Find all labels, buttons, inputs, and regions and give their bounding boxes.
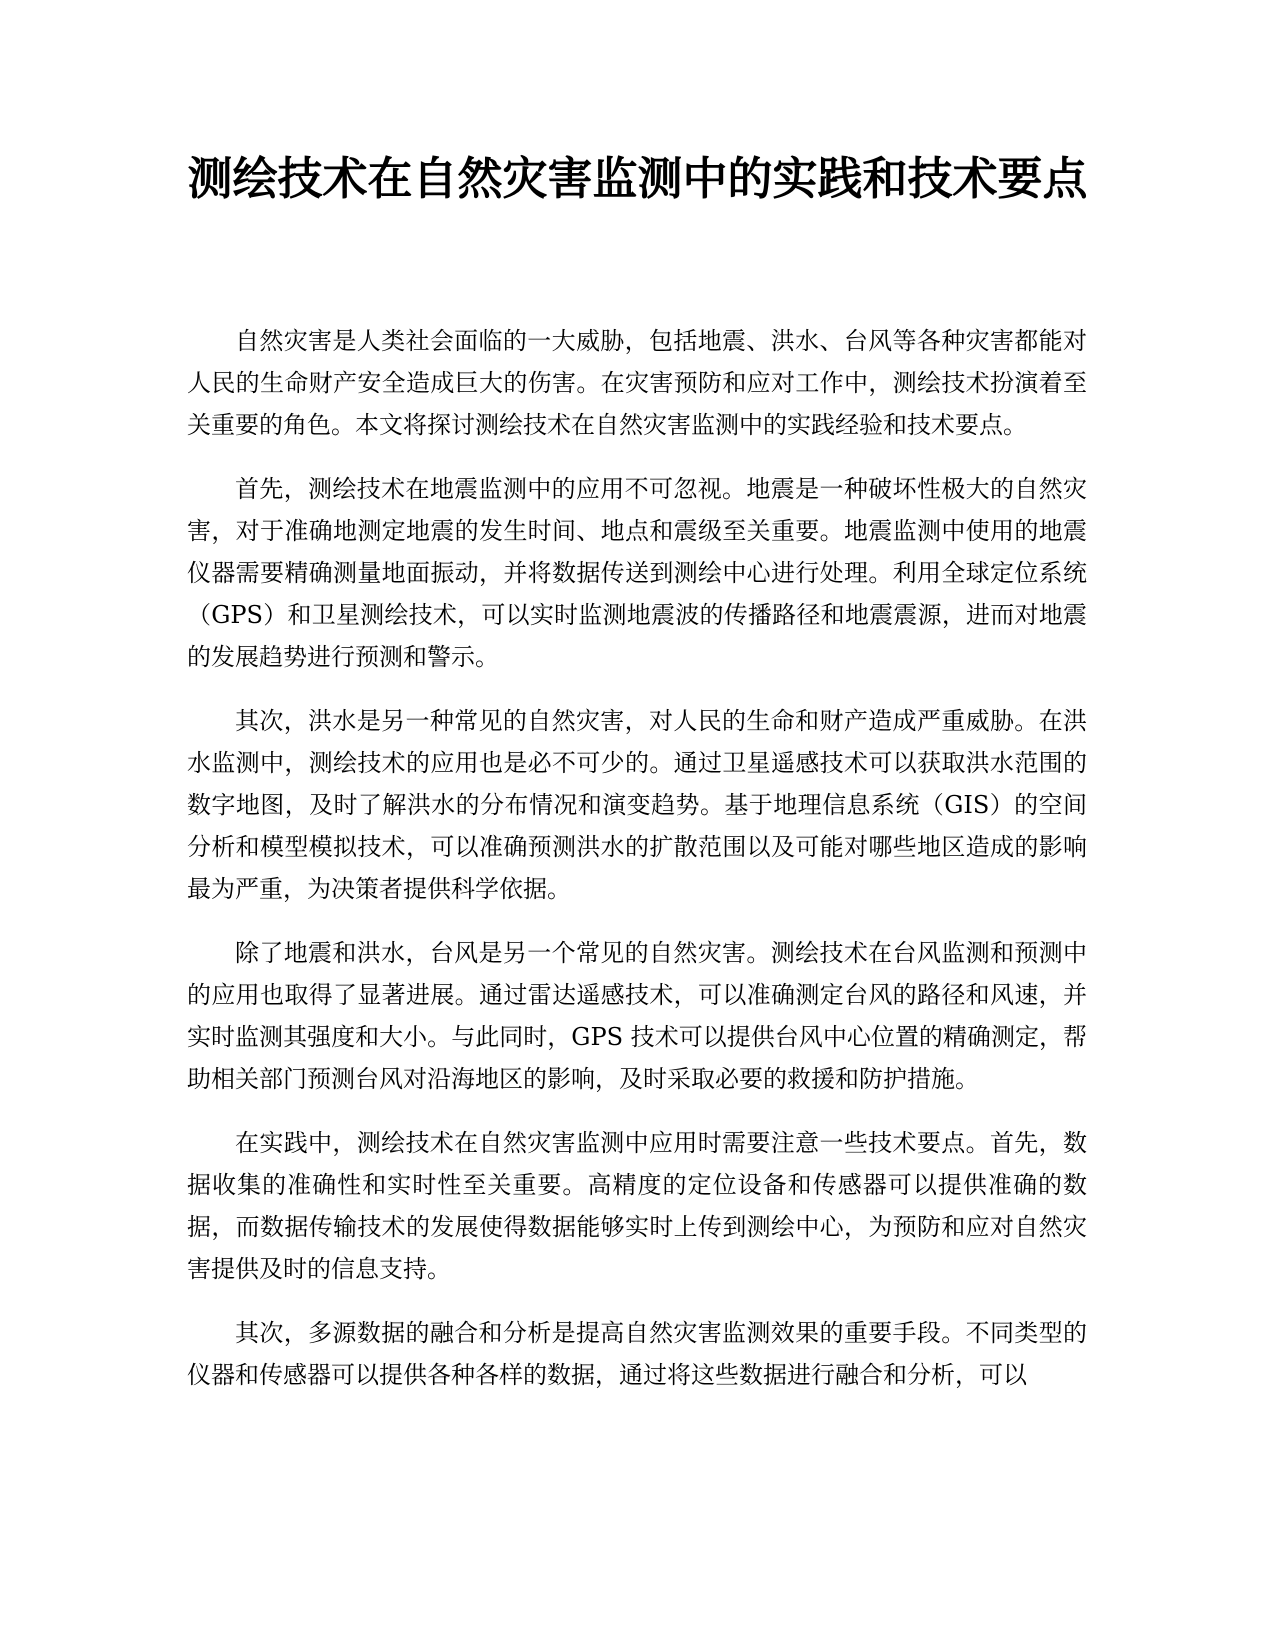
paragraph-earthquake: 首先，测绘技术在地震监测中的应用不可忽视。地震是一种破坏性极大的自然灾害，对于准确地测定地震的发生时间、地点和震级至关重要。地震监测中使用的地震仪器需要精确测量地面振动，并将数据传送到测绘中心进行处理。利用全球定位系统（GPS）和卫星测绘技术，可以实时监测地震波的传播路径和地震震源，进而对地震的发展趋势进行预测和警示。 [187, 475, 1087, 671]
document-body [187, 320, 1087, 1418]
paragraph-practice-points: 在实践中，测绘技术在自然灾害监测中应用时需要注意一些技术要点。首先，数据收集的准确性和实时性至关重要。高精度的定位设备和传感器可以提供准确的数据，而数据传输技术的发展使得数据能够实时上传到测绘中心，为预防和应对自然灾害提供及时的信息支持。 [187, 1129, 1087, 1283]
paragraph-intro: 自然灾害是人类社会面临的一大威胁，包括地震、洪水、台风等各种灾害都能对人民的生命财产安全造成巨大的伤害。在灾害预防和应对工作中，测绘技术扮演着至关重要的角色。本文将探讨测绘技术在自然灾害监测中的实践经验和技术要点。 [187, 327, 1087, 439]
paragraph-data-fusion: 其次，多源数据的融合和分析是提高自然灾害监测效果的重要手段。不同类型的仪器和传感器可以提供各种各样的数据，通过将这些数据进行融合和分析，可以 [187, 1319, 1087, 1389]
document-title: 测绘技术在自然灾害监测中的实践和技术要点 [187, 152, 1088, 205]
paragraph-typhoon: 除了地震和洪水，台风是另一个常见的自然灾害。测绘技术在台风监测和预测中的应用也取得了显著进展。通过雷达遥感技术，可以准确测定台风的路径和风速，并实时监测其强度和大小。与此同时，GPS 技术可以提供台风中心位置的精确测定，帮助相关部门预测台风对沿海地区的影响，及时采取必要的救援和防护措施。 [187, 939, 1087, 1093]
paragraph-flood: 其次，洪水是另一种常见的自然灾害，对人民的生命和财产造成严重威胁。在洪水监测中，测绘技术的应用也是必不可少的。通过卫星遥感技术可以获取洪水范围的数字地图，及时了解洪水的分布情况和演变趋势。基于地理信息系统（GIS）的空间分析和模型模拟技术，可以准确预测洪水的扩散范围以及可能对哪些地区造成的影响最为严重，为决策者提供科学依据。 [187, 707, 1087, 903]
